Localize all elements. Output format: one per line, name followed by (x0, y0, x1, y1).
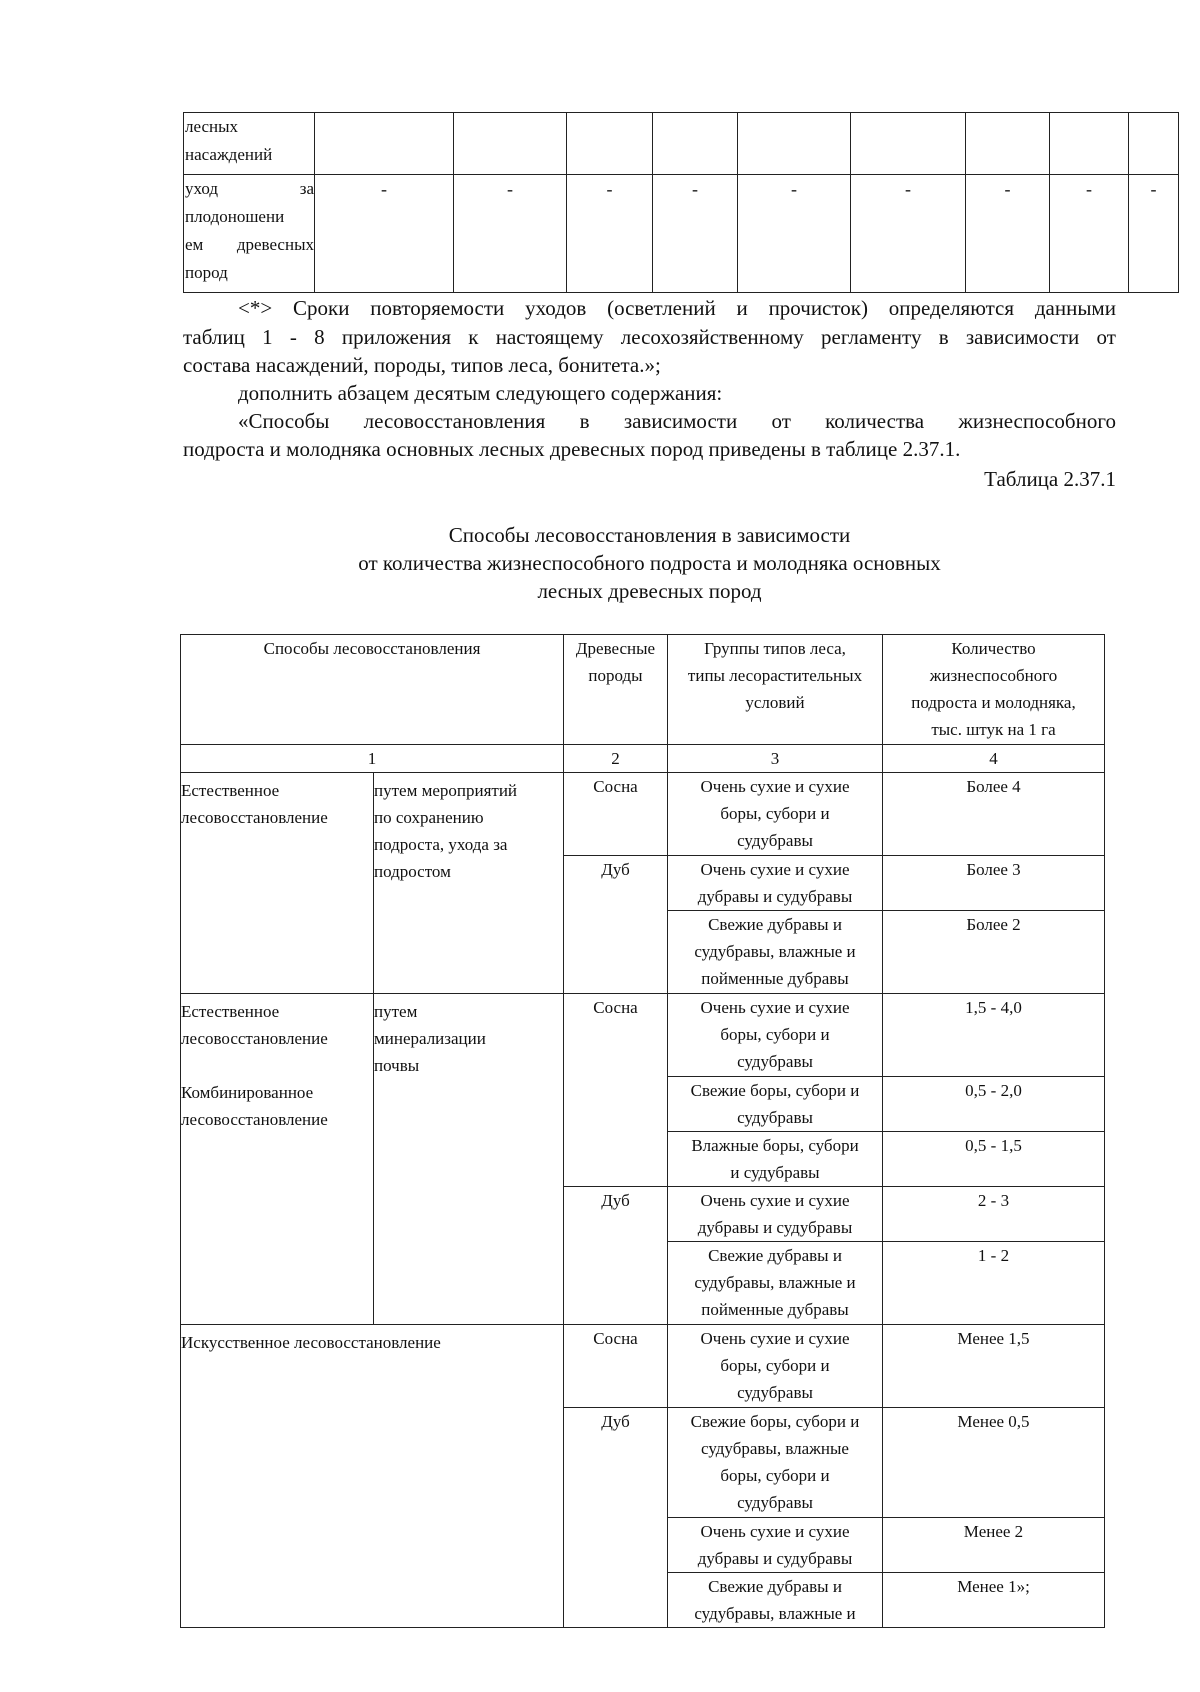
forest-type-cell: Свежие дубравы и судубравы, влажные и (668, 1573, 883, 1628)
quantity-cell: Менее 1»; (883, 1573, 1105, 1628)
quantity-cell: Менее 2 (883, 1518, 1105, 1573)
table-row (184, 175, 1179, 293)
header-row (181, 635, 1105, 745)
method-natural-conservation: Естественное лесовосстановление (181, 773, 374, 994)
row-label-lesnykh-nasazhdeniy: лесных насаждений (184, 113, 315, 175)
table-row (181, 773, 1105, 856)
header-quantity: Количество жизнеспособного подроста и молодняка, тыс. штук на 1 га (883, 635, 1105, 745)
quantity-cell: Менее 1,5 (883, 1325, 1105, 1408)
quantity-cell: Менее 0,5 (883, 1408, 1105, 1518)
submethod-conservation: путем мероприятий по сохранению подроста, ухода за подростом (374, 773, 564, 994)
header-methods: Способы лесовосстановления (181, 635, 564, 745)
submethod-mineralization: путем минерализации почвы (374, 994, 564, 1325)
dash-cell: - (738, 175, 851, 293)
continuation-table (183, 112, 1179, 293)
footnote-line-1 (238, 294, 1116, 322)
method-artificial: Искусственное лесовосстановление (181, 1325, 564, 1628)
row-label-ukhod-za-plodonosheniem: уход за плодоношени ем древесных пород (184, 175, 315, 293)
table-number-label: Таблица 2.37.1 (984, 467, 1116, 491)
quantity-cell: Более 2 (883, 911, 1105, 994)
species-oak: Дуб (564, 1187, 668, 1325)
quote-line-2: подроста и молодняка основных лесных древесных пород приведены в таблице 2.37.1. (183, 437, 961, 461)
forest-type-cell: Очень сухие и сухие дубравы и судубравы (668, 856, 883, 911)
dash-cell: - (966, 175, 1050, 293)
forest-type-cell: Очень сухие и сухие боры, субори и судубравы (668, 773, 883, 856)
forest-type-cell: Свежие дубравы и судубравы, влажные и пойменные дубравы (668, 1242, 883, 1325)
column-number: 2 (564, 745, 668, 773)
dash-cell: - (454, 175, 567, 293)
quantity-cell: 0,5 - 2,0 (883, 1077, 1105, 1132)
quantity-cell: 2 - 3 (883, 1187, 1105, 1242)
forest-type-cell: Очень сухие и сухие боры, субори и судубравы (668, 1325, 883, 1408)
quantity-cell: 1,5 - 4,0 (883, 994, 1105, 1077)
table-caption: Способы лесовосстановления в зависимости от количества жизнеспособного подроста и молодняка основных лесных древесных пород (358, 523, 941, 603)
species-pine: Сосна (564, 1325, 668, 1408)
dash-cell: - (315, 175, 454, 293)
footnote-line-3: состава насаждений, породы, типов леса, бонитета.»; (183, 353, 661, 377)
method-natural-combined: Естественное лесовосстановление Комбинированное лесовосстановление (181, 994, 374, 1325)
forest-type-cell: Влажные боры, субори и судубравы (668, 1132, 883, 1187)
justified-line: <*> Сроки повторяемости уходов (осветлений и прочисток) определяются данными (238, 296, 1116, 320)
footnote-line-2 (183, 323, 1116, 351)
species-oak: Дуб (564, 1408, 668, 1628)
species-pine: Сосна (564, 994, 668, 1187)
reforestation-methods-table (180, 634, 1105, 1628)
dash-cell: - (1050, 175, 1129, 293)
quantity-cell: Более 3 (883, 856, 1105, 911)
forest-type-cell: Очень сухие и сухие дубравы и судубравы (668, 1518, 883, 1573)
table-row (181, 994, 1105, 1077)
forest-type-cell: Свежие боры, субори и судубравы, влажные боры, субори и судубравы (668, 1408, 883, 1518)
forest-type-cell: Очень сухие и сухие боры, субори и судубравы (668, 994, 883, 1077)
quantity-cell: Более 4 (883, 773, 1105, 856)
header-species: Древесные породы (564, 635, 668, 745)
table-row (184, 113, 1179, 175)
quantity-cell: 1 - 2 (883, 1242, 1105, 1325)
dash-cell: - (1129, 175, 1179, 293)
column-number: 1 (181, 745, 564, 773)
column-number: 4 (883, 745, 1105, 773)
justified-line: «Способы лесовосстановления в зависимости от количества жизнеспособного (238, 409, 1116, 433)
header-forest-types: Группы типов леса, типы лесорастительных условий (668, 635, 883, 745)
dash-cell: - (567, 175, 653, 293)
forest-type-cell: Свежие боры, субори и судубравы (668, 1077, 883, 1132)
column-numbers-row (181, 745, 1105, 773)
column-number: 3 (668, 745, 883, 773)
amendment-instruction: дополнить абзацем десятым следующего содержания: (238, 381, 723, 405)
quantity-cell: 0,5 - 1,5 (883, 1132, 1105, 1187)
dash-cell: - (851, 175, 966, 293)
dash-cell: - (653, 175, 738, 293)
quote-line-1 (238, 407, 1116, 435)
forest-type-cell: Свежие дубравы и судубравы, влажные и пойменные дубравы (668, 911, 883, 994)
forest-type-cell: Очень сухие и сухие дубравы и судубравы (668, 1187, 883, 1242)
table-row (181, 1325, 1105, 1408)
species-oak: Дуб (564, 856, 668, 994)
justified-line: таблиц 1 - 8 приложения к настоящему лесохозяйственному регламенту в зависимости от (183, 325, 1116, 349)
species-pine: Сосна (564, 773, 668, 856)
